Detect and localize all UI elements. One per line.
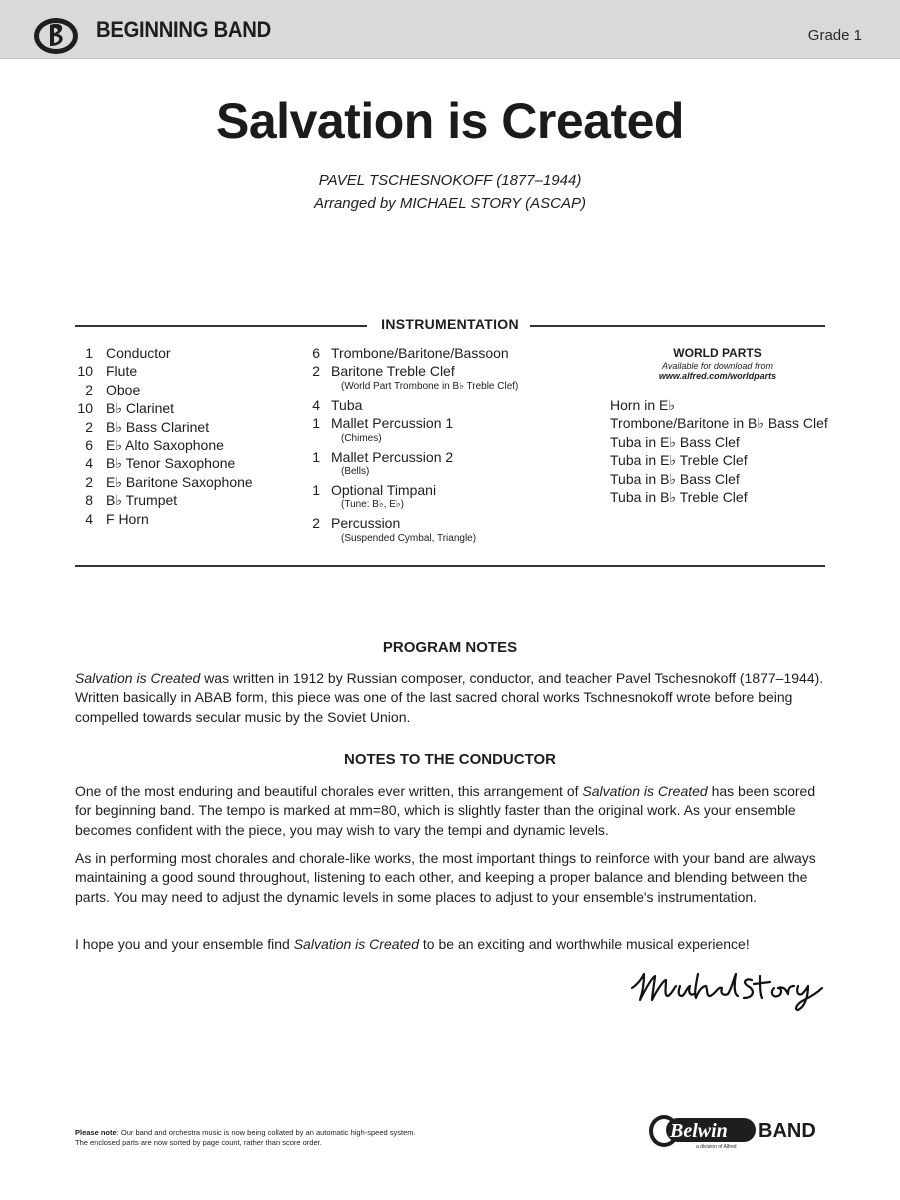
instrument-row xyxy=(75,473,295,491)
instrument-note: (Tune: B♭, E♭) xyxy=(341,499,404,511)
world-part-item: Tuba in E♭ Bass Clef xyxy=(610,433,740,450)
world-parts-list xyxy=(610,396,828,506)
conductor-paragraph-1 xyxy=(75,782,827,840)
instrument-name: Oboe xyxy=(106,381,141,398)
instrument-name: Trombone/Baritone/Bassoon xyxy=(331,345,509,361)
program-notes-heading: PROGRAM NOTES xyxy=(382,639,518,656)
instrument-count: 8 xyxy=(85,492,93,509)
p1-text-b: has been scored for beginning band. The tempo is marked at mm=80, which is slightly faster than the original work. As your ensemble becomes confident with the piece, you may wish to vary the tempi and dynamic levels. xyxy=(75,783,816,838)
instrument-count: 1 xyxy=(312,481,320,498)
instrument-row xyxy=(302,481,602,499)
instrument-row xyxy=(75,344,295,362)
signature-image xyxy=(628,966,828,1012)
instrument-row xyxy=(302,362,602,380)
instrument-name: B♭ Clarinet xyxy=(106,400,175,417)
conductor-paragraph-2: As in performing most chorales and chorale-like works, the most important things to reinforce with your band are always maintaining a good sound throughout, listening to each other, and keeping a proper balance and blending between the parts. You may need to adjust the dynamic levels in some places to adjust to your ensemble's instrumentation. xyxy=(75,850,816,905)
publisher-division: a division of Alfred xyxy=(696,1144,737,1150)
world-part-item: Tuba in B♭ Bass Clef xyxy=(610,470,740,487)
instrument-list-col1 xyxy=(75,344,295,528)
instrument-name: B♭ Tenor Saxophone xyxy=(106,455,236,472)
series-logo-icon xyxy=(32,12,80,56)
svg-text:Belwin: Belwin xyxy=(670,1120,728,1142)
instrument-row xyxy=(75,491,295,509)
instrument-row xyxy=(75,381,295,399)
instrument-name: Conductor xyxy=(106,345,171,361)
instrumentation-header xyxy=(75,316,825,336)
section-divider xyxy=(75,565,825,567)
p1-title: Salvation is Created xyxy=(582,783,708,799)
series-name: BEGINNING BAND xyxy=(96,17,271,42)
instrument-row xyxy=(75,418,295,436)
instrument-name: F Horn xyxy=(106,510,149,527)
instrument-count: 4 xyxy=(85,510,93,527)
instrument-name: E♭ Alto Saxophone xyxy=(106,436,224,453)
instrument-row xyxy=(302,448,602,466)
instrument-row xyxy=(302,414,602,432)
instrument-count: 1 xyxy=(312,415,320,432)
instrument-name: E♭ Baritone Saxophone xyxy=(106,473,253,490)
instrument-count: 10 xyxy=(77,400,93,417)
program-notes-body: was written in 1912 by Russian composer, conductor, and teacher Pavel Tschesnokoff (1877–1944). Written basically in ABAB form, this piece was one of the last sacred choral works Tschnesnokoff wrote before being compelled towards secular music by the Soviet Union. xyxy=(75,670,824,725)
instrument-name: B♭ Bass Clarinet xyxy=(106,418,210,435)
world-part-item: Tuba in E♭ Treble Clef xyxy=(610,452,748,469)
instrument-row xyxy=(75,454,295,472)
world-parts-url: www.alfred.com/worldparts xyxy=(658,371,777,381)
instrument-row xyxy=(302,396,602,414)
instrument-row xyxy=(302,514,602,532)
instrument-name: Baritone Treble Clef xyxy=(331,363,455,380)
world-part-item: Tuba in B♭ Treble Clef xyxy=(610,488,748,505)
conductor-paragraph-3 xyxy=(75,935,827,954)
instrument-count: 4 xyxy=(312,396,320,413)
instrument-note: (Bells) xyxy=(341,465,370,477)
conductor-notes-heading: NOTES TO THE CONDUCTOR xyxy=(344,751,556,768)
instrument-row xyxy=(75,399,295,417)
instrument-note: (World Part Trombone in B♭ Treble Clef) xyxy=(341,380,519,392)
instrument-count: 6 xyxy=(85,436,93,453)
program-notes-title: Salvation is Created xyxy=(75,670,201,686)
p3-text-b: to be an exciting and worthwhile musical experience! xyxy=(419,936,750,952)
instrument-name: Mallet Percussion 1 xyxy=(331,415,454,432)
p1-text-a: One of the most enduring and beautiful chorales ever written, this arrangement of xyxy=(75,783,583,799)
instrument-count: 2 xyxy=(312,363,320,380)
instrument-row xyxy=(302,344,602,362)
instrument-note: (Suspended Cymbal, Triangle) xyxy=(341,532,477,544)
instrument-count: 2 xyxy=(85,381,93,398)
footer-note-label: Please note xyxy=(75,1128,117,1137)
publisher-band: BAND xyxy=(758,1120,816,1142)
publisher-logo xyxy=(648,1112,828,1154)
instrument-count: 2 xyxy=(312,515,320,532)
instrument-name: Percussion xyxy=(331,515,401,532)
footer-note-text: : Our band and orchestra music is now being collated by an automatic high-speed system. xyxy=(116,1128,416,1137)
instrument-count: 1 xyxy=(312,448,320,465)
instrument-count: 4 xyxy=(85,455,93,472)
instrument-name: B♭ Trumpet xyxy=(106,492,178,509)
instrument-count: 10 xyxy=(77,363,93,380)
world-parts-heading: WORLD PARTS xyxy=(673,346,762,360)
instrument-count: 6 xyxy=(312,345,320,361)
footer-note-text2: The enclosed parts are now sorted by page count, rather than score order. xyxy=(75,1138,322,1147)
instrument-count: 2 xyxy=(85,473,93,490)
grade-label: Grade 1 xyxy=(807,27,862,44)
instrument-count: 1 xyxy=(85,345,93,361)
instrument-list-col2 xyxy=(302,344,602,548)
instrument-count: 2 xyxy=(85,418,93,435)
composer-line: PAVEL TSCHESNOKOFF (1877–1944) xyxy=(318,172,582,189)
instrument-row xyxy=(75,362,295,380)
instrument-row xyxy=(75,436,295,454)
piece-title: Salvation is Created xyxy=(216,93,684,149)
instrument-name: Mallet Percussion 2 xyxy=(331,448,454,465)
world-part-item: Trombone/Baritone in B♭ Bass Clef xyxy=(610,415,828,432)
world-parts-header xyxy=(610,346,825,381)
arranger-line: Arranged by MICHAEL STORY (ASCAP) xyxy=(313,195,587,212)
world-parts-note: Available for download from xyxy=(662,361,773,371)
instrumentation-heading: INSTRUMENTATION xyxy=(373,316,527,332)
header-bar xyxy=(0,0,900,59)
p3-text-a: I hope you and your ensemble find xyxy=(75,936,294,952)
program-notes-text xyxy=(75,669,827,727)
instrument-note: (Chimes) xyxy=(341,432,382,444)
instrument-row xyxy=(75,510,295,528)
world-part-item: Horn in E♭ xyxy=(610,397,675,413)
instrument-name: Optional Timpani xyxy=(331,481,437,498)
instrument-name: Flute xyxy=(106,363,138,380)
instrument-name: Tuba xyxy=(331,396,363,413)
footer-note xyxy=(75,1128,416,1148)
p3-title: Salvation is Created xyxy=(293,936,419,952)
